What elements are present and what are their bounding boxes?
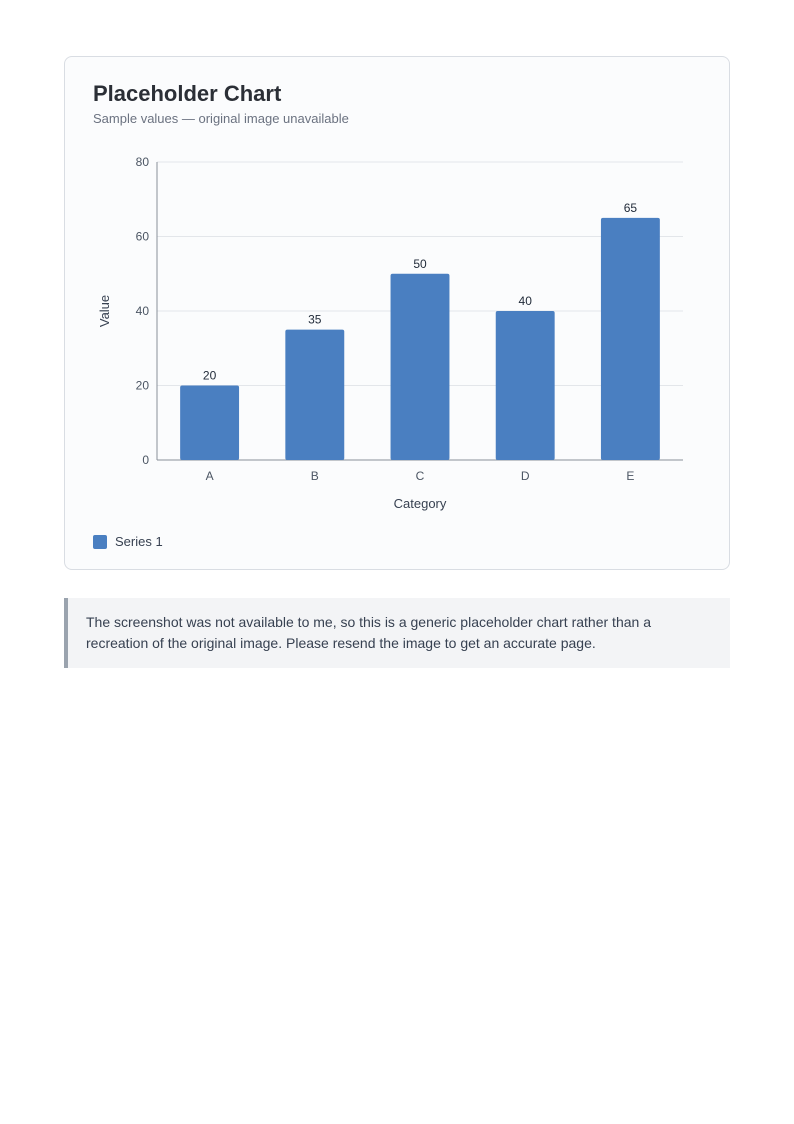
- x-tick-label: E: [626, 469, 635, 483]
- x-tick-labels: [206, 469, 635, 483]
- bar-chart: [93, 142, 703, 522]
- bar: [391, 274, 450, 460]
- y-axis-title: Value: [97, 294, 112, 328]
- y-tick-label: 60: [135, 229, 149, 244]
- data-label: 50: [413, 256, 427, 271]
- chart-subtitle: Sample values — original image unavailable: [93, 111, 349, 126]
- y-tick-label: 40: [135, 304, 149, 318]
- bar: [601, 218, 660, 460]
- data-label: 65: [623, 200, 638, 215]
- chart-legend: [93, 534, 701, 549]
- data-label: 40: [518, 294, 532, 308]
- bar: [180, 386, 239, 461]
- y-tick-label: 20: [135, 378, 149, 393]
- x-tick-label: A: [205, 469, 214, 483]
- x-axis-title: Category: [393, 496, 447, 511]
- data-label: 20: [202, 368, 217, 383]
- legend-swatch: [93, 535, 107, 549]
- y-tick-label: 0: [142, 453, 149, 467]
- bar: [285, 330, 344, 460]
- x-tick-label: D: [520, 469, 530, 483]
- x-tick-label: B: [310, 469, 319, 483]
- data-label: 35: [308, 312, 322, 327]
- chart-card: [64, 56, 730, 570]
- y-tick-label: 80: [135, 155, 149, 169]
- notice-text: The screenshot was not available to me, so this is a generic placeholder chart rather than a recreation of the original image. Please resend the image to get an accurate page.: [64, 598, 730, 668]
- x-tick-label: C: [415, 469, 425, 483]
- legend-label: Series 1: [115, 534, 163, 549]
- y-tick-labels: [136, 155, 150, 467]
- chart-title: Placeholder Chart: [93, 81, 282, 106]
- bars: [180, 218, 660, 460]
- bar: [496, 311, 555, 460]
